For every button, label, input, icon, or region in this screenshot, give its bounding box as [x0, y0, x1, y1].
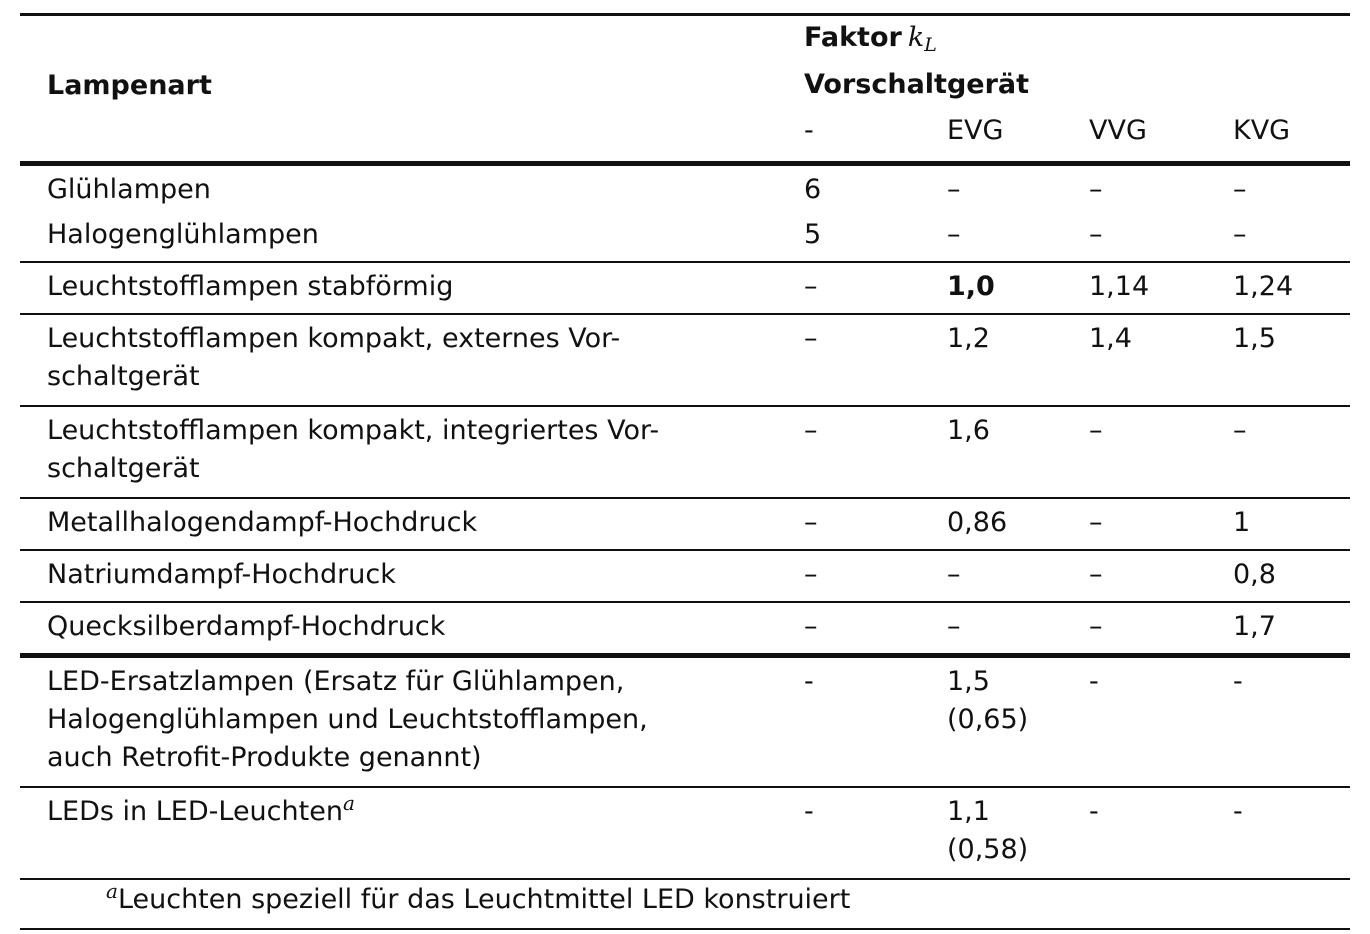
value-cell-kvg: -	[1233, 796, 1243, 827]
table-row	[20, 499, 1350, 549]
value-cell-evg	[920, 663, 1062, 786]
header-lampenart: Lampenart	[47, 70, 212, 101]
faktor-symbol-k: k	[907, 22, 925, 53]
table-bottom-rule	[20, 928, 1350, 930]
value-cell-vvg: –	[1089, 611, 1103, 642]
lamp-type-line: LED-Ersatzlampen (Ersatz für Glühlampen,	[47, 666, 625, 697]
lamp-type-line: Leuchtstofflampen kompakt, externes Vor-	[47, 323, 621, 354]
table-row	[20, 315, 1350, 405]
lamp-factor-table	[20, 13, 1350, 930]
table-row	[20, 216, 1350, 261]
lamp-type-line: Natriumdampf-Hochdruck	[47, 559, 396, 590]
lamp-type-cell	[20, 793, 777, 878]
value-cell-evg: 1,0	[947, 271, 995, 302]
value-cell-kvg: 1,7	[1233, 611, 1276, 642]
lamp-type-cell	[20, 504, 777, 549]
lamp-type-line: schaltgerät	[47, 453, 200, 484]
value-cell-kvg: –	[1233, 174, 1247, 205]
value-cell-evg: –	[947, 611, 961, 642]
lamp-type-line: Halogenglühlampen	[47, 219, 319, 250]
lamp-type-cell	[20, 268, 777, 313]
value-cell-evg: –	[947, 174, 961, 205]
table-row	[20, 263, 1350, 313]
lamp-type-cell	[20, 216, 777, 261]
value-line: (0,65)	[947, 704, 1029, 735]
value-line: (0,58)	[947, 834, 1029, 865]
header-vorschaltgeraet: Vorschaltgerät	[804, 69, 1030, 100]
lamp-type-cell	[20, 320, 777, 405]
lamp-type-cell	[20, 412, 777, 497]
value-cell-none: 6	[804, 174, 822, 205]
value-cell-vvg: 1,4	[1089, 323, 1132, 354]
header-faktor-symbol	[907, 22, 937, 56]
value-cell-evg	[920, 793, 1062, 878]
value-cell-vvg: –	[1089, 219, 1103, 250]
value-cell-none: –	[804, 507, 818, 538]
header-subcol-kvg: KVG	[1233, 115, 1291, 146]
value-cell-vvg: –	[1089, 174, 1103, 205]
value-cell-evg: 1,6	[947, 415, 990, 446]
table-row	[20, 407, 1350, 497]
footnote-mark: a	[342, 791, 355, 815]
table-row	[20, 551, 1350, 601]
table-row	[20, 788, 1350, 878]
lamp-type-cell	[20, 556, 777, 601]
value-cell-none: -	[804, 796, 814, 827]
footnote-text: Leuchten speziell für das Leuchtmittel LED konstruiert	[117, 884, 851, 915]
value-cell-evg: 0,86	[947, 507, 1008, 538]
lamp-type-line: Leuchtstofflampen kompakt, integriertes Vor-	[47, 415, 660, 446]
value-cell-kvg: –	[1233, 415, 1247, 446]
lamp-type-line: Leuchtstofflampen stabförmig	[47, 271, 454, 302]
value-line: 1,5	[947, 666, 990, 697]
value-cell-kvg: 1	[1233, 507, 1251, 538]
table-footnote	[20, 880, 1350, 928]
lamp-type-line: Quecksilberdampf-Hochdruck	[47, 611, 446, 642]
value-cell-none: –	[804, 271, 818, 302]
value-cell-vvg: 1,14	[1089, 271, 1150, 302]
value-cell-none: –	[804, 559, 818, 590]
header-faktor	[804, 22, 937, 56]
faktor-symbol-sub: L	[924, 34, 937, 56]
value-cell-evg: –	[947, 559, 961, 590]
value-cell-kvg: 0,8	[1233, 559, 1276, 590]
lamp-type-line: schaltgerät	[47, 361, 200, 392]
value-cell-vvg: –	[1089, 559, 1103, 590]
lamp-type-cell	[20, 171, 777, 216]
value-cell-evg: 1,2	[947, 323, 990, 354]
table-row	[20, 603, 1350, 653]
value-cell-vvg: –	[1089, 507, 1103, 538]
value-cell-kvg: –	[1233, 219, 1247, 250]
header-subcol-vvg: VVG	[1089, 115, 1147, 146]
header-faktor-label: Faktor	[804, 22, 902, 53]
footnote-text-wrap	[106, 879, 851, 915]
lamp-type-line: Metallhalogendampf-Hochdruck	[47, 507, 478, 538]
lamp-type-line: LEDs in LED-Leuchten	[47, 796, 343, 827]
lamp-type-cell	[20, 608, 777, 653]
table-header	[20, 16, 1350, 161]
header-subcol-evg: EVG	[947, 115, 1004, 146]
value-cell-none: –	[804, 611, 818, 642]
value-line: 1,1	[947, 796, 990, 827]
value-cell-vvg: -	[1089, 796, 1099, 827]
value-cell-evg: –	[947, 219, 961, 250]
value-cell-none: 5	[804, 219, 822, 250]
value-cell-kvg: 1,5	[1233, 323, 1276, 354]
value-cell-none: –	[804, 323, 818, 354]
lamp-type-cell	[20, 663, 777, 786]
table-row	[20, 166, 1350, 216]
value-cell-vvg: -	[1089, 666, 1099, 697]
footnote-mark: a	[106, 879, 118, 903]
lamp-type-line: Glühlampen	[47, 174, 211, 205]
value-cell-kvg: -	[1233, 666, 1243, 697]
header-subcol-none: -	[804, 115, 814, 146]
value-cell-vvg: –	[1089, 415, 1103, 446]
value-cell-kvg: 1,24	[1233, 271, 1294, 302]
table-row	[20, 658, 1350, 786]
lamp-type-line: Halogenglühlampen und Leuchtstofflampen,	[47, 704, 648, 735]
value-cell-none: -	[804, 666, 814, 697]
lamp-type-line: auch Retrofit-Produkte genannt)	[47, 742, 482, 773]
value-cell-none: –	[804, 415, 818, 446]
